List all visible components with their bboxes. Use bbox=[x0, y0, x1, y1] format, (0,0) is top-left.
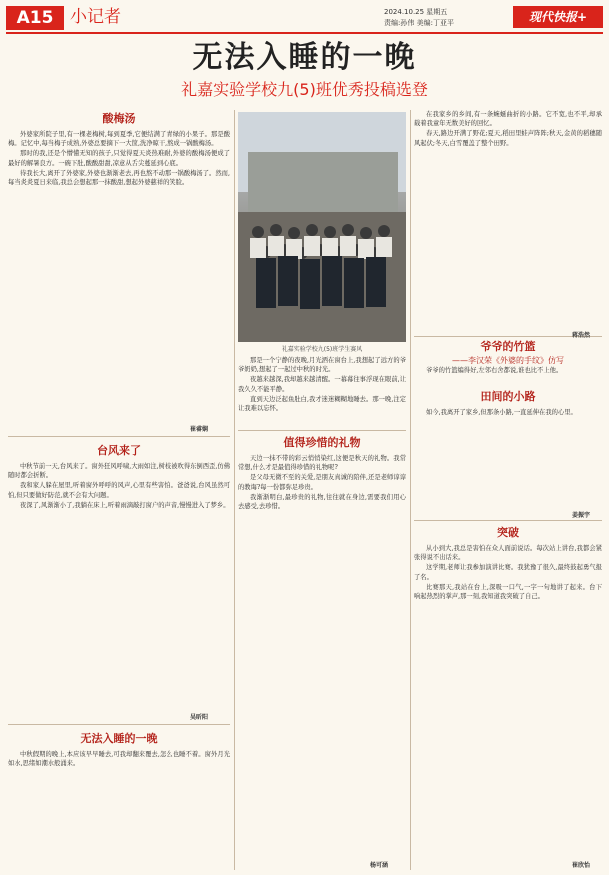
paragraph: 在我家乡的乡间,有一条蜿蜒曲折的小路。它不宽,也不平,却承载着我童年无数美好的回忆。 bbox=[414, 111, 602, 128]
page-title: 无法入睡的一晚 bbox=[192, 40, 417, 75]
paragraph: 直到天边泛起鱼肚白,我才迷迷糊糊地睡去。那一晚,注定让我难以忘怀。 bbox=[238, 395, 406, 413]
editor-line: 责编:孙伟 美编:丁亚平 bbox=[384, 19, 454, 27]
article-body bbox=[238, 454, 406, 866]
paragraph: 我渐渐明白,最珍贵的礼物,往往就在身边,需要我们用心去感受,去珍惜。 bbox=[238, 493, 406, 511]
article-heading: 酸梅汤 bbox=[102, 112, 136, 125]
paragraph: 那是一个宁静的夜晚,月光洒在窗台上,我想起了远方的爷爷奶奶,想起了一起过中秋的时光。 bbox=[238, 357, 406, 374]
class-photo bbox=[238, 112, 406, 342]
paragraph: 这学期,老师让我参加演讲比赛。我犹豫了很久,最终鼓起勇气报了名。 bbox=[414, 564, 602, 581]
article-body bbox=[8, 462, 230, 692]
paragraph: 比赛那天,我站在台上,深吸一口气,一字一句地讲了起来。台下响起热烈的掌声,那一刻,我知道我突破了自己。 bbox=[414, 583, 602, 601]
paragraph: 外婆家所院子里,有一棵老梅树,每到夏季,它便结满了青绿的小果子。那是酸梅。记忆中,每当梅子成熟,外婆总要摘下一大筐,洗净晾干,熬成一锅酸梅汤。 bbox=[8, 131, 230, 148]
divider bbox=[414, 520, 602, 521]
paragraph: 中秋节前一天,台风来了。窗外狂风呼啸,大雨如注,树枝被吹得东倒西歪,仿佛随时都会折断。 bbox=[8, 463, 230, 480]
photo-image bbox=[238, 112, 406, 342]
paragraph: 如今,我离开了家乡,但那条小路,一直延伸在我的心里。 bbox=[426, 409, 577, 416]
article-heading: 值得珍惜的礼物 bbox=[283, 436, 361, 449]
article-heading: 无法入睡的一晚 bbox=[80, 732, 158, 745]
paragraph: 那时的我,还是个懵懂无知的孩子,只觉得夏天炎热难耐,外婆的酸梅汤便成了最好的解暑良方。一碗下肚,酸酸甜甜,凉意从舌尖蔓延到心底。 bbox=[8, 150, 230, 167]
paragraph: 天边一抹不带的彩云悄悄染红,这便是秋天的礼物。我常常想,什么才是最值得珍惜的礼物呢? bbox=[238, 455, 406, 472]
article-heading: 台风来了 bbox=[97, 444, 141, 457]
article-author: 崔睿娴 bbox=[190, 426, 209, 433]
article-subheading: ——李汉荣《外婆的手纹》仿写 bbox=[452, 356, 564, 365]
divider bbox=[8, 724, 230, 725]
divider bbox=[8, 436, 230, 437]
paragraph: 爷爷的竹篮编得好,左邻右舍都说,谁也比不上他。 bbox=[426, 367, 563, 374]
article-author: 姜振宇 bbox=[572, 512, 591, 519]
page-subtitle: 礼嘉实验学校九(5)班优秀投稿选登 bbox=[181, 80, 428, 99]
date-line: 2024.10.25 星期五 bbox=[384, 8, 448, 16]
section-name: 小记者 bbox=[70, 7, 121, 27]
paragraph: 我和家人躲在屋里,听着窗外呼呼的风声,心里有些害怕。爸爸说,台风虽然可怕,但只要做好防范,就不会有大问题。 bbox=[8, 482, 230, 499]
paragraph: 中秋假期的晚上,本应该早早睡去,可我却翻来覆去,怎么也睡不着。窗外月光如水,思绪如潮水般涌来。 bbox=[8, 751, 230, 768]
photo-caption: 礼嘉实验学校九(5)班学生赛风 bbox=[281, 346, 363, 353]
article-heading: 田间的小路 bbox=[480, 390, 536, 403]
paragraph: 从小到大,我总是害怕在众人面前说话。每次站上讲台,我都会紧张得说不出话来。 bbox=[414, 545, 602, 562]
paragraph: 春天,路边开满了野花;夏天,稻田里蛙声阵阵;秋天,金黄的稻穗随风起伏;冬天,白雪覆盖了整个田野。 bbox=[414, 130, 602, 147]
header-rule bbox=[6, 32, 603, 34]
article-author: 蒋浩然 bbox=[572, 332, 591, 339]
article-author: 杨可涵 bbox=[370, 862, 389, 869]
article-heading: 爷爷的竹篮 bbox=[480, 340, 536, 353]
newspaper-logo: 现代快报+ bbox=[513, 6, 603, 28]
article-body bbox=[8, 750, 230, 870]
article-body bbox=[414, 366, 602, 388]
article-body bbox=[238, 356, 406, 424]
article-body bbox=[414, 408, 602, 508]
paragraph: 待我长大,离开了外婆家,外婆也渐渐老去,再也熬不动那一锅酸梅汤了。然而,每当炎炎夏日来临,我总会想起那一抹酸甜,想起外婆慈祥的笑脸。 bbox=[8, 169, 230, 187]
paragraph: 是父母无微不至的关爱,是朋友真诚的陪伴,还是老师谆谆的教诲?每一份都弥足珍贵。 bbox=[238, 474, 406, 491]
article-body bbox=[8, 130, 230, 420]
page-number: A15 bbox=[6, 6, 64, 30]
column-divider bbox=[234, 110, 235, 870]
paragraph: 夜越来越深,我却越来越清醒。一幕幕往事浮现在眼前,让我久久不能平静。 bbox=[238, 376, 406, 393]
article-author: 崔欣怡 bbox=[572, 862, 591, 869]
article-body bbox=[414, 110, 602, 330]
article-body bbox=[414, 544, 602, 854]
paragraph: 夜深了,风渐渐小了,我躺在床上,听着雨滴敲打窗户的声音,慢慢进入了梦乡。 bbox=[20, 501, 230, 509]
article-author: 吴昕阳 bbox=[190, 714, 209, 721]
page-header bbox=[0, 0, 609, 32]
column-divider bbox=[410, 110, 411, 870]
divider bbox=[238, 430, 406, 431]
article-heading: 突破 bbox=[497, 526, 519, 539]
